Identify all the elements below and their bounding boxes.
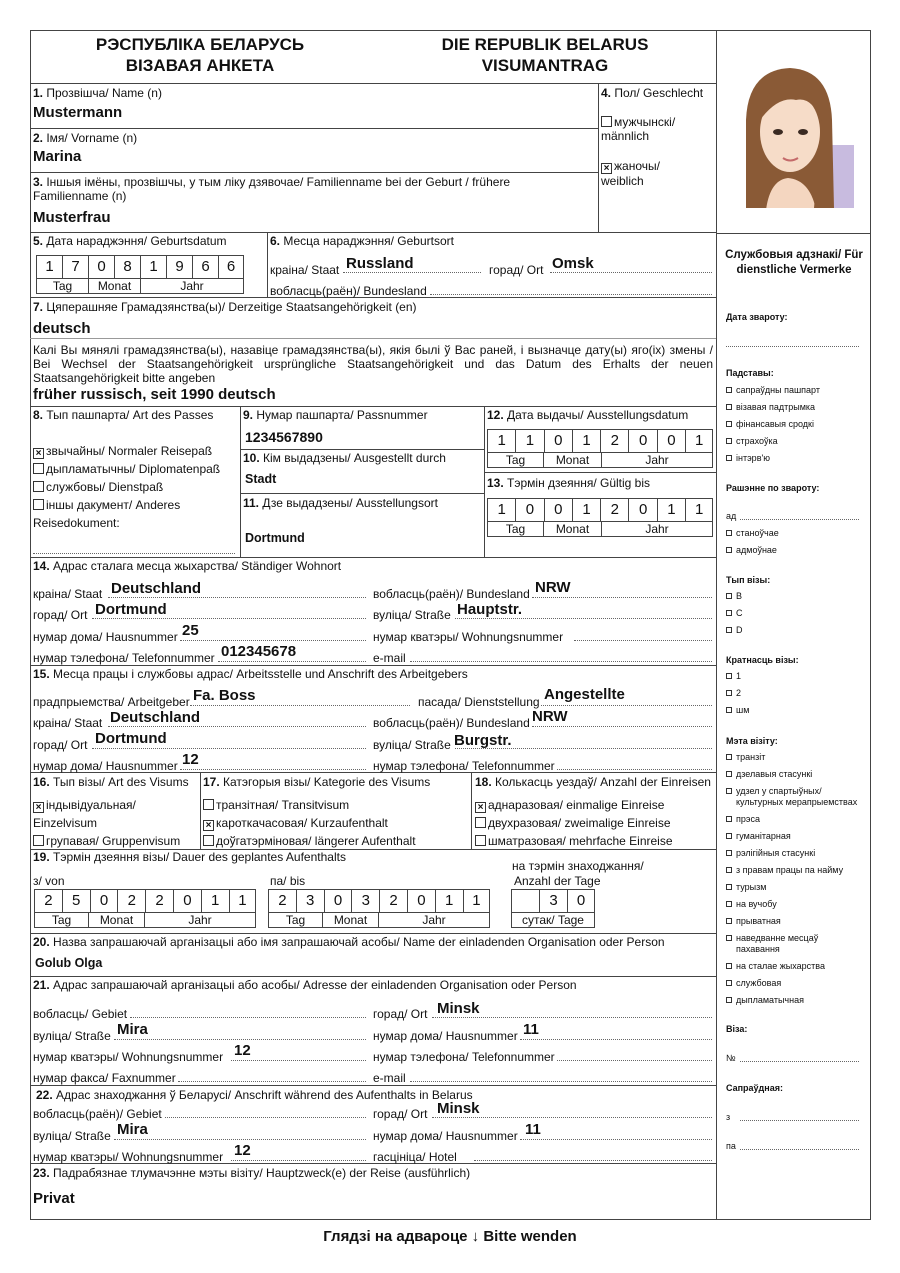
sidebar-checkbox[interactable] (726, 610, 732, 616)
sidebar-option[interactable] (726, 545, 777, 556)
digit-box[interactable]: 1 (572, 498, 600, 522)
birthplace-staat-label: краіна/ Staat (270, 263, 340, 277)
digit-box[interactable]: 0 (628, 429, 656, 453)
stay-gebiet-label: вобласць(раён)/ Gebiet (33, 1107, 162, 1121)
inviter-wohnnr-label: нумар кватэры/ Wohnungsnummer (33, 1050, 224, 1064)
residence-wohnnr-label: нумар кватэры/ Wohnungsnummer (373, 630, 564, 644)
sidebar-option-label: дыпламатычная (736, 995, 804, 1005)
sidebar-option-label: візавая падтрымка (736, 402, 816, 412)
sidebar-option-label: страхоўка (736, 436, 778, 446)
sidebar-checkbox[interactable] (726, 455, 732, 461)
work-street-value[interactable]: Burgstr. (454, 732, 512, 749)
digit-box[interactable]: 0 (544, 429, 572, 453)
visa-type-individual-de: Einzelvisum (33, 816, 98, 830)
digit-box[interactable]: 5 (62, 889, 90, 913)
inviter-email-label: e-mail (373, 1071, 406, 1085)
sidebar-option-label: на сталае жыхарства (736, 961, 825, 971)
sidebar-option-label: службовая (736, 978, 782, 988)
digit-box[interactable]: 0 (628, 498, 656, 522)
digit-box[interactable]: 0 (88, 255, 114, 279)
field-22-label: 22. Адрас знаходжання ў Беларусі/ Anschrift während des Aufenthalts in Belarus (36, 1088, 473, 1102)
digit-box[interactable]: 6 (218, 255, 244, 279)
sidebar-checkbox[interactable] (726, 816, 732, 822)
work-state-value[interactable]: NRW (532, 708, 568, 725)
sidebar-option[interactable] (726, 916, 781, 927)
sidebar-checkbox[interactable] (726, 404, 732, 410)
field-2-label: 2. Імя/ Vorname (n) (33, 131, 138, 145)
sidebar-option[interactable] (726, 608, 743, 619)
digit-box[interactable]: 2 (145, 889, 173, 913)
sidebar-option[interactable] (726, 899, 777, 910)
digit-box[interactable]: 2 (268, 889, 296, 913)
work-hausnr-label: нумар дома/ Hausnummer (33, 759, 178, 773)
trip-purpose-value[interactable]: Privat (33, 1190, 75, 1207)
birthplace-country-value[interactable]: Russland (346, 255, 414, 272)
gender-male-option[interactable]: мужчынскі/ männlich (601, 115, 676, 143)
sidebar-option-label: дзелавыя стасункі (736, 769, 813, 779)
sidebar-option-label: з правам працы па найму (736, 865, 844, 875)
stay-from-label: з/ von (33, 874, 65, 888)
visa-number-label: № (726, 1053, 736, 1063)
digit-box[interactable]: 2 (117, 889, 145, 913)
inviter-house-number-value[interactable]: 11 (523, 1021, 539, 1038)
sidebar-option-label: на вучобу (736, 899, 777, 909)
sidebar-option[interactable] (726, 848, 815, 859)
stay-hausnr-label: нумар дома/ Hausnummer (373, 1129, 518, 1143)
work-bundesland-label: вобласць(раён)/ Bundesland (373, 716, 530, 730)
female-checkbox[interactable]: × (601, 163, 612, 174)
field-16-label: 16. Тып візы/ Art des Visums (33, 775, 189, 789)
sidebar-option[interactable] (726, 769, 812, 780)
sidebar-option[interactable] (726, 786, 864, 808)
citizenship-change-note: Калі Вы мянялі грамадзянства(ы), назавіце грамадзянства(ы), якія былі ў Вас раней, і вызначце дату(ы) яго(іх) змены / Bei Wechsel der Staatsangehörigkeit ursprüngliche Staatsangehörigkeit und das Datum des Erhalts der neuen Staatsangehörigkeit bitte angeben (33, 343, 713, 385)
inviter-hausnr-label: нумар дома/ Hausnummer (373, 1029, 518, 1043)
decision-date-label: ад (726, 511, 737, 521)
stay-house-number-value[interactable]: 11 (525, 1121, 541, 1138)
visa-type-group[interactable]: групавая/ Gruppenvisum (33, 834, 180, 848)
previous-citizenship-value[interactable]: früher russisch, seit 1990 deutsch (33, 386, 276, 403)
stay-city-value[interactable]: Minsk (437, 1100, 480, 1117)
digit-box[interactable]: 1 (36, 255, 62, 279)
inviter-gebiet-label: вобласць/ Gebiet (33, 1007, 128, 1021)
visa-category-short[interactable]: × кароткачасовая/ Kurzaufenthalt (203, 816, 388, 831)
digit-box[interactable]: 3 (539, 889, 567, 913)
digit-box[interactable]: 0 (515, 498, 543, 522)
sidebar-option-label: фінансавыя сродкі (736, 419, 814, 429)
other-names-value[interactable]: Musterfrau (33, 209, 111, 226)
gender-female-option[interactable]: × жаночы/ weiblich (601, 159, 660, 188)
sidebar-checkbox[interactable] (726, 387, 732, 393)
visa-category-long[interactable]: доўгатэрміновая/ längerer Aufenthalt (203, 834, 416, 848)
work-city-value[interactable]: Dortmund (95, 730, 167, 747)
field-3-label: 3. Іншыя імёны, прозвішчы, у тым ліку дзявочае/ Familienname bei der Geburt / frühere Familienname (n) (33, 175, 511, 203)
inviter-ort-label: горад/ Ort (373, 1007, 428, 1021)
field-17-label: 17. Катэгорыя візы/ Kategorie des Visums (203, 775, 431, 789)
digit-box[interactable]: 0 (544, 498, 572, 522)
inviter-street-value[interactable]: Mira (117, 1021, 148, 1038)
sidebar-checkbox[interactable] (726, 935, 732, 941)
sidebar-checkbox[interactable] (726, 707, 732, 713)
sidebar-option[interactable] (726, 453, 770, 464)
valid-until-digits[interactable] (487, 498, 713, 522)
employer-value[interactable]: Fa. Boss (193, 687, 256, 704)
birthplace-ort-label: горад/ Ort (489, 263, 544, 277)
sidebar-checkbox[interactable] (726, 690, 732, 696)
field-4-label: 4. Пол/ Geschlecht (601, 86, 704, 100)
sidebar-option[interactable] (726, 882, 766, 893)
inviter-strasse-label: вуліца/ Straße (33, 1029, 111, 1043)
digit-box[interactable]: 1 (463, 889, 491, 913)
sidebar-option-label: удзел у спартыўных/ культурных мерапрыемствах (736, 786, 858, 807)
inviting-person-value[interactable]: Golub Olga (35, 956, 103, 970)
field-18-label: 18. Колькасць уездаў/ Anzahl der Einreisen (475, 775, 711, 789)
sidebar-option-label: В (736, 591, 743, 601)
digit-box[interactable] (511, 889, 539, 913)
digit-box[interactable]: 0 (173, 889, 201, 913)
field-10-label: 10. Кім выдадзены/ Ausgestellt durch (243, 451, 446, 465)
valid-from-label: з (726, 1112, 731, 1122)
field-23-label: 23. Падрабязнае тлумачэнне мэты візіту/ Hauptzweck(e) der Reise (ausführlich) (33, 1166, 471, 1180)
visit-purpose-label: Мэта візіту: (726, 736, 778, 746)
issue-date-digits[interactable] (487, 429, 713, 453)
stay-to-label: па/ bis (270, 874, 306, 888)
surname-value[interactable]: Mustermann (33, 104, 123, 121)
other-document-label: Reisedokument: (33, 516, 120, 530)
sidebar-option[interactable] (726, 814, 760, 825)
field-9-label: 9. Нумар пашпарта/ Passnummer (243, 408, 428, 422)
sidebar-checkbox[interactable] (726, 980, 732, 986)
valid-until-sublabels: Tag Monat Jahr (487, 522, 713, 537)
sidebar-option-label: прэса (736, 814, 760, 824)
work-ort-label: горад/ Ort (33, 738, 88, 752)
issue-place-value[interactable]: Dortmund (245, 531, 305, 545)
sidebar-option-label: сапраўдны пашпарт (736, 385, 820, 395)
return-date-label: Дата звароту: (726, 312, 788, 322)
residence-phone-value[interactable]: 012345678 (221, 643, 297, 660)
visa-label: Віза: (726, 1024, 748, 1034)
passport-type-other[interactable]: іншы дакумент/ Anderes (33, 498, 180, 512)
sidebar-option[interactable] (726, 385, 820, 396)
sidebar-checkbox[interactable] (726, 997, 732, 1003)
work-country-value[interactable]: Deutschland (110, 709, 201, 726)
title-belarusian: РЭСПУБЛІКА БЕЛАРУСЬ ВІЗАВАЯ АНКЕТА (95, 35, 305, 75)
sidebar-option-label: турызм (736, 882, 767, 892)
field-14-label: 14. Адрас сталага месца жыхарства/ Ständiger Wohnort (33, 559, 342, 573)
inviter-city-value[interactable]: Minsk (437, 1000, 480, 1017)
sidebar-option-label: D (736, 625, 743, 635)
days-label-de: Anzahl der Tage (514, 874, 601, 888)
sidebar-checkbox[interactable] (726, 901, 732, 907)
sidebar-option[interactable] (726, 978, 781, 989)
stay-ort-label: горад/ Ort (373, 1107, 428, 1121)
sidebar-checkbox[interactable] (726, 438, 732, 444)
stay-strasse-label: вуліца/ Straße (33, 1129, 111, 1143)
digit-box[interactable]: 2 (379, 889, 407, 913)
position-label: пасада/ Dienststellung (418, 695, 540, 709)
digit-box[interactable]: 1 (515, 429, 543, 453)
digit-box[interactable]: 3 (296, 889, 324, 913)
visa-type-individual[interactable]: × індывідуальная/ (33, 798, 136, 813)
stay-to-digits[interactable] (268, 889, 490, 913)
citizenship-value[interactable]: deutsch (33, 320, 91, 337)
stay-apartment-value[interactable]: 12 (234, 1142, 251, 1159)
digit-box[interactable]: 0 (324, 889, 352, 913)
digit-box[interactable]: 7 (62, 255, 88, 279)
sidebar-option-label: станоўчае (736, 528, 779, 538)
birthdate-digits[interactable] (36, 255, 244, 279)
sidebar-option-label: наведванне месцаў пахавання (736, 933, 819, 954)
stay-to-sublabels: Tag Monat Jahr (268, 913, 490, 928)
visa-multiplicity-label: Кратнасць візы: (726, 655, 799, 665)
sidebar-checkbox[interactable] (726, 754, 732, 760)
passport-number-value[interactable]: 1234567890 (245, 429, 323, 445)
digit-box[interactable]: 0 (657, 429, 685, 453)
passport-type-service[interactable]: службовы/ Dienstpaß (33, 480, 163, 494)
work-tel-label: нумар тэлефона/ Telefonnummer (373, 759, 555, 773)
sidebar-option-label: інтэрв'ю (736, 453, 770, 463)
digit-box[interactable]: 1 (201, 889, 229, 913)
residence-street-value[interactable]: Hauptstr. (457, 601, 523, 618)
stay-street-value[interactable]: Mira (117, 1121, 148, 1138)
digit-box[interactable]: 0 (90, 889, 118, 913)
sidebar-option-label: транзіт (736, 752, 766, 762)
sidebar-option[interactable] (726, 831, 791, 842)
sidebar-option-label: рэлігійныя стасункі (736, 848, 816, 858)
field-5-label: 5. Дата нараджэння/ Geburtsdatum (33, 234, 227, 248)
field-13-label: 13. Тэрмін дзеяння/ Gültig bis (487, 476, 651, 490)
digit-box[interactable]: 1 (229, 889, 257, 913)
passport-type-normal[interactable]: × звычайны/ Normaler Reisepaß (33, 444, 212, 459)
residence-city-value[interactable]: Dortmund (95, 601, 167, 618)
digit-box[interactable]: 1 (657, 498, 685, 522)
stay-wohnnr-label: нумар кватэры/ Wohnungsnummer (33, 1150, 224, 1164)
residence-state-value[interactable]: NRW (535, 579, 571, 596)
sidebar-option[interactable] (726, 961, 825, 972)
digit-box[interactable]: 2 (600, 429, 628, 453)
sidebar-option-label: шм (736, 705, 750, 715)
sidebar-option-label: 1 (736, 671, 742, 681)
field-15-label: 15. Месца працы і службовы адрас/ Arbeitsstelle und Anschrift des Arbeitgebers (33, 667, 468, 681)
turn-over-note: Глядзі на адвароце ↓ Bitte wenden (323, 1228, 577, 1245)
digit-box[interactable]: 2 (34, 889, 62, 913)
digit-box[interactable]: 1 (487, 498, 515, 522)
digit-box[interactable]: 8 (114, 255, 140, 279)
issue-date-sublabels: Tag Monat Jahr (487, 453, 713, 468)
sidebar-option-label: С (736, 608, 743, 618)
stay-from-sublabels: Tag Monat Jahr (34, 913, 256, 928)
stay-from-digits[interactable] (34, 889, 256, 913)
issued-by-value[interactable]: Stadt (245, 472, 277, 486)
field-19-label: 19. Тэрмін дзеяння візы/ Dauer des geplantes Aufenthalts (33, 850, 346, 864)
passport-type-diplomatic[interactable]: дыпламатычны/ Diplomatenpaß (33, 462, 220, 476)
sidebar-checkbox[interactable] (726, 884, 732, 890)
sidebar-option[interactable] (726, 752, 765, 763)
digit-box[interactable]: 6 (192, 255, 218, 279)
residence-email-label: e-mail (373, 651, 406, 665)
position-value[interactable]: Angestellte (544, 686, 625, 703)
visa-type-label: Тып візы: (726, 575, 771, 585)
sidebar-checkbox[interactable] (726, 593, 732, 599)
residence-country-value[interactable]: Deutschland (111, 580, 202, 597)
sidebar-checkbox[interactable] (726, 918, 732, 924)
residence-hausnr-label: нумар дома/ Hausnummer (33, 630, 178, 644)
sidebar-option[interactable] (726, 402, 815, 413)
entries-single[interactable]: × аднаразовая/ einmalige Einreise (475, 798, 664, 813)
sidebar-option[interactable] (726, 995, 804, 1006)
field-1-label: 1. Прозвішча/ Name (n) (33, 86, 162, 100)
employer-label: прадпрыемства/ Arbeitgeber (33, 695, 190, 709)
sidebar-checkbox[interactable] (726, 673, 732, 679)
residence-staat-label: краіна/ Staat (33, 587, 103, 601)
digit-box[interactable]: 0 (407, 889, 435, 913)
residence-tel-label: нумар тэлефона/ Telefonnummer (33, 651, 215, 665)
residence-ort-label: горад/ Ort (33, 608, 88, 622)
valid-label: Сапраўдная: (726, 1083, 783, 1093)
entries-multiple[interactable]: шматразовая/ mehrfache Einreise (475, 834, 673, 848)
work-house-number-value[interactable]: 12 (182, 751, 199, 768)
title-german: DIE REPUBLIK BELARUS VISUMANTRAG (441, 35, 649, 75)
sidebar-option[interactable] (726, 436, 778, 447)
birthplace-bundesland-label: вобласць(раён)/ Bundesland (270, 284, 427, 298)
birthdate-sublabels: Tag Monat Jahr (36, 279, 244, 294)
sidebar-option[interactable] (726, 591, 742, 602)
digit-box[interactable]: 1 (140, 255, 166, 279)
field-12-label: 12. Дата выдачы/ Ausstellungsdatum (487, 408, 689, 422)
digit-box[interactable]: 1 (685, 498, 713, 522)
sidebar-checkbox[interactable] (726, 833, 732, 839)
field-7-label: 7. Цяперашняе Грамадзянства(ы)/ Derzeitige Staatsangehörigkeit (en) (33, 300, 417, 314)
sidebar-option[interactable] (726, 688, 741, 699)
digit-box[interactable]: 3 (351, 889, 379, 913)
sidebar-checkbox[interactable] (726, 627, 732, 633)
days-digits[interactable] (511, 889, 595, 913)
sidebar-checkbox[interactable] (726, 421, 732, 427)
sidebar-option[interactable] (726, 865, 843, 876)
entries-double[interactable]: двухразовая/ zweimalige Einreise (475, 816, 671, 830)
sidebar-checkbox[interactable] (726, 530, 732, 536)
official-notes-title: Службовыя адзнакі/ Für dienstliche Vermerke (725, 249, 863, 276)
residence-bundesland-label: вобласць(раён)/ Bundesland (373, 587, 530, 601)
sidebar-option[interactable] (726, 705, 749, 716)
residence-strasse-label: вуліца/ Straße (373, 608, 451, 622)
decision-label: Рашэнне по звароту: (726, 483, 820, 493)
digit-box[interactable]: 1 (435, 889, 463, 913)
digit-box[interactable]: 0 (567, 889, 595, 913)
male-checkbox[interactable] (601, 116, 612, 127)
sidebar-option[interactable] (726, 419, 814, 430)
sidebar-option[interactable] (726, 625, 743, 636)
sidebar-option-label: адмоўнае (736, 545, 777, 555)
work-staat-label: краіна/ Staat (33, 716, 103, 730)
digit-box[interactable]: 1 (685, 429, 713, 453)
inviter-fax-label: нумар факса/ Faxnummer (33, 1071, 176, 1085)
field-20-label: 20. Назва запрашаючай арганізацыі або імя запрашаючай асобы/ Name der einladenden Organisation oder Person (33, 935, 665, 949)
grounds-label: Падставы: (726, 368, 774, 378)
inviter-tel-label: нумар тэлефона/ Telefonnummer (373, 1050, 555, 1064)
visa-category-transit[interactable]: транзітная/ Transitvisum (203, 798, 349, 812)
digit-box[interactable]: 1 (572, 429, 600, 453)
sidebar-checkbox[interactable] (726, 771, 732, 777)
days-label: на тэрмін знаходжання/ (512, 859, 644, 873)
sidebar-checkbox[interactable] (726, 963, 732, 969)
field-11-label: 11. Дзе выдадзены/ Ausstellungsort (243, 496, 438, 510)
work-strasse-label: вуліца/ Straße (373, 738, 451, 752)
days-sublabel: сутак/ Tage (511, 913, 595, 928)
sidebar-option[interactable] (726, 528, 779, 539)
sidebar-option-label: 2 (736, 688, 742, 698)
digit-box[interactable]: 1 (487, 429, 515, 453)
sidebar-checkbox[interactable] (726, 850, 732, 856)
sidebar-checkbox[interactable] (726, 788, 732, 794)
residence-house-number-value[interactable]: 25 (182, 622, 199, 639)
sidebar-option[interactable] (726, 933, 864, 955)
field-21-label: 21. Адрас запрашаючай арганізацыі або асобы/ Adresse der einladenden Organisation oder Person (33, 978, 577, 992)
valid-to-label: па (726, 1141, 736, 1151)
inviter-apartment-value[interactable]: 12 (234, 1042, 251, 1059)
sidebar-checkbox[interactable] (726, 547, 732, 553)
digit-box[interactable]: 2 (600, 498, 628, 522)
field-6-label: 6. Месца нараджэння/ Geburtsort (270, 234, 454, 248)
birthplace-city-value[interactable]: Omsk (552, 255, 594, 272)
sidebar-option[interactable] (726, 671, 741, 682)
sidebar-checkbox[interactable] (726, 867, 732, 873)
field-8-label: 8. Тып пашпарта/ Art des Passes (33, 408, 214, 422)
stay-hotel-label: гасцініца/ Hotel (373, 1150, 457, 1164)
firstname-value[interactable]: Marina (33, 148, 82, 165)
sidebar-option-label: гуманітарная (736, 831, 791, 841)
sidebar-option-label: прыватная (736, 916, 781, 926)
digit-box[interactable]: 9 (166, 255, 192, 279)
